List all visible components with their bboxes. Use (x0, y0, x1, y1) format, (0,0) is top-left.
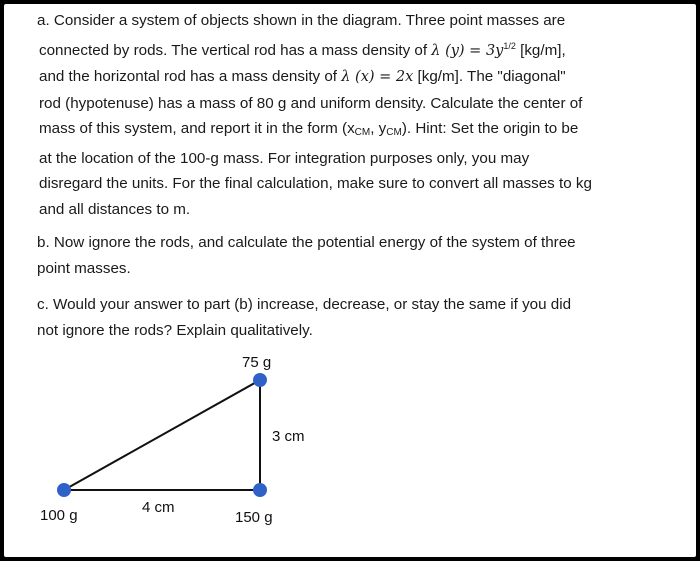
part-a-line-3-text: and the horizontal rod has a mass density of (39, 68, 342, 85)
mass-100g-dot (57, 483, 71, 497)
triangle-diagram (4, 4, 696, 557)
part-a-line-5-mid: , y (370, 120, 387, 137)
part-a-line-1: a. Consider a system of objects shown in the diagram. Three point masses are (37, 12, 566, 29)
part-c-line-2: not ignore the rods? Explain qualitatively. (37, 321, 313, 339)
mass-top-label: 75 g (242, 354, 272, 371)
part-b-line-1: b. Now ignore the rods, and calculate the potential energy of the system of three (37, 234, 576, 251)
problem-page (4, 4, 696, 557)
part-a-line-4: rod (hypotenuse) has a mass of 80 g and uniform density. Calculate the center of (39, 94, 583, 112)
mass-150g-dot (253, 483, 267, 497)
xcm-subscript: CM (354, 127, 371, 138)
horizontal-density-formula: λ (x) = 2x (341, 69, 414, 85)
mass-bottom-right-label: 150 g (235, 509, 273, 526)
part-a-line-2-text: connected by rods. The vertical rod has a mass density of (39, 41, 432, 59)
vertical-density-formula: λ (y) = 3y (431, 42, 504, 59)
mass-75g-dot (253, 373, 267, 387)
mass-bottom-left-label: 100 g (40, 507, 78, 524)
vertical-density-unit: [kg/m], (515, 41, 566, 59)
ycm-subscript: CM (386, 127, 402, 138)
part-c-line-1: c. Would your answer to part (b) increase, decrease, or stay the same if you did (37, 296, 572, 313)
part-a-line-5-text: mass of this system, and report it in the form (x (39, 120, 355, 137)
part-a-line-6: at the location of the 100-g mass. For integration purposes only, you may (39, 149, 530, 167)
part-a-line-7: disregard the units. For the final calculation, make sure to convert all masses to kg (39, 175, 592, 192)
horizontal-length-label: 4 cm (142, 499, 175, 516)
vertical-density-exponent: 1/2 (503, 40, 516, 51)
part-a-line-3-tail: [kg/m]. The "diagonal" (413, 68, 566, 85)
part-a-line-8: and all distances to m. (39, 200, 191, 218)
part-a-line-5-tail: ). Hint: Set the origin to be (401, 120, 579, 137)
vertical-length-label: 3 cm (272, 428, 305, 445)
part-b-line-2: point masses. (37, 259, 131, 277)
hypotenuse-rod (64, 380, 260, 490)
